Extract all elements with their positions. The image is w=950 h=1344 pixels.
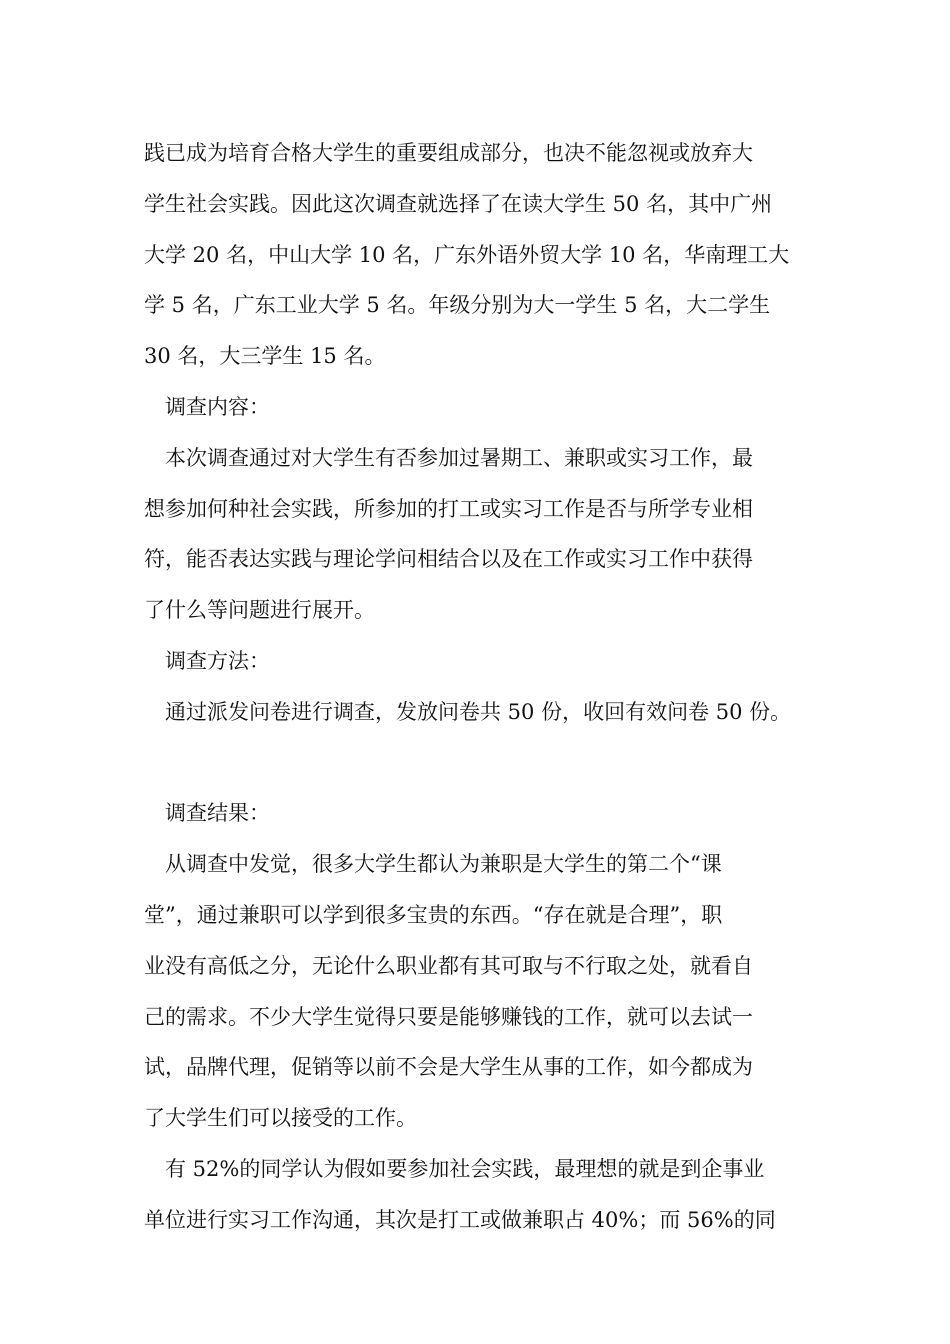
section-heading-content: 调查内容：	[165, 394, 270, 419]
paragraph-line: 从调查中发觉，很多大学生都认为兼职是大学生的第二个“课	[165, 852, 722, 877]
section-heading-results: 调查结果：	[165, 801, 270, 826]
paragraph-line: 符，能否表达实践与理论学问相结合以及在工作或实习工作中获得	[144, 547, 753, 572]
paragraph-line: 通过派发问卷进行调查，发放问卷共 50 份，收回有效问卷 50 份。	[165, 699, 792, 724]
paragraph-line: 业没有高低之分，无论什么职业都有其可取与不行取之处，就看自	[144, 953, 753, 978]
paragraph-line: 了大学生们可以接受的工作。	[144, 1106, 417, 1131]
paragraph-line: 了什么等问题进行展开。	[144, 598, 375, 623]
paragraph-line: 己的需求。不少大学生觉得只要是能够赚钱的工作，就可以去试一	[144, 1004, 753, 1029]
paragraph-line: 想参加何种社会实践，所参加的打工或实习工作是否与所学专业相	[144, 496, 753, 521]
paragraph-line: 有 52%的同学认为假如要参加社会实践，最理想的就是到企事业	[165, 1156, 765, 1181]
paragraph-line: 学生社会实践。因此这次调查就选择了在读大学生 50 名，其中广州	[144, 191, 773, 216]
paragraph-line: 30 名，大三学生 15 名。	[144, 344, 386, 369]
blank-line	[144, 738, 834, 789]
paragraph-line: 践已成为培育合格大学生的重要组成部分，也决不能忽视或放弃大	[144, 141, 753, 165]
paragraph-line: 单位进行实习工作沟通，其次是打工或做兼职占 40%；而 56%的同	[144, 1207, 776, 1232]
document-body	[144, 128, 834, 1246]
paragraph-line: 本次调查通过对大学生有否参加过暑期工、兼职或实习工作，最	[165, 445, 753, 470]
paragraph-line: 堂”，通过兼职可以学到很多宝贵的东西。“存在就是合理”，职	[144, 902, 723, 927]
paragraph-line: 学 5 名，广东工业大学 5 名。年级分别为大一学生 5 名，大二学生	[144, 293, 771, 318]
section-heading-method: 调查方法：	[165, 648, 270, 673]
paragraph-line: 大学 20 名，中山大学 10 名，广东外语外贸大学 10 名，华南理工大	[144, 242, 790, 267]
paragraph-line: 试，品牌代理，促销等以前不会是大学生从事的工作，如今都成为	[144, 1055, 753, 1080]
